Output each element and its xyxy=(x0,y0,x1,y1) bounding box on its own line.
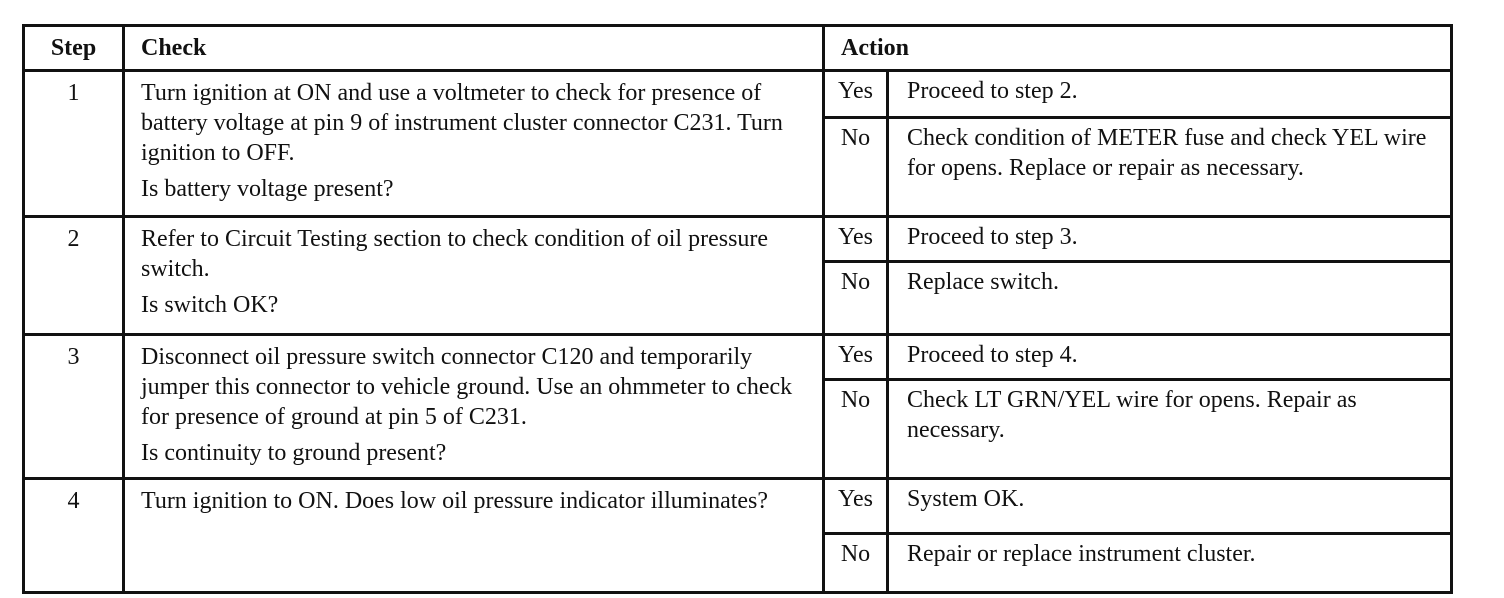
no-action: Repair or replace instrument cluster. xyxy=(888,534,1452,593)
yes-label: Yes xyxy=(824,335,888,380)
yes-action: System OK. xyxy=(888,479,1452,534)
header-check-label: Check xyxy=(141,35,207,61)
header-step: Step xyxy=(24,26,124,71)
no-action: Check LT GRN/YEL wire for opens. Repair as necessary. xyxy=(888,380,1452,479)
yes-label: Yes xyxy=(824,479,888,534)
check-cell xyxy=(124,217,824,335)
check-text: Refer to Circuit Testing section to check condition of oil pressure switch. xyxy=(141,226,769,282)
no-action: Check condition of METER fuse and check YEL wire for opens. Replace or repair as necessary. xyxy=(888,118,1452,217)
step-number: 3 xyxy=(24,335,124,479)
table-row xyxy=(24,479,1452,534)
table-row xyxy=(24,335,1452,380)
no-label: No xyxy=(824,380,888,479)
no-label: No xyxy=(824,262,888,335)
step-number: 4 xyxy=(24,479,124,593)
yes-label: Yes xyxy=(824,71,888,118)
yes-label: Yes xyxy=(824,217,888,262)
yes-action: Proceed to step 4. xyxy=(888,335,1452,380)
table-row xyxy=(24,217,1452,262)
yes-action: Proceed to step 3. xyxy=(888,217,1452,262)
check-question: Is switch OK? xyxy=(141,292,279,318)
check-question: Is continuity to ground present? xyxy=(141,440,447,466)
diagnostic-table xyxy=(22,24,1453,594)
yes-action: Proceed to step 2. xyxy=(888,71,1452,118)
check-text: Turn ignition to ON. Does low oil pressure indicator illuminates? xyxy=(141,488,769,514)
check-text: Disconnect oil pressure switch connector C120 and temporarily jumper this connector to vehicle ground. Use an ohmmeter to check for presence of ground at pin 5 of C231. xyxy=(141,344,793,430)
header-action-label: Action xyxy=(841,35,909,61)
table-row xyxy=(24,71,1452,118)
check-cell xyxy=(124,479,824,593)
check-question: Is battery voltage present? xyxy=(141,176,394,202)
no-label: No xyxy=(824,118,888,217)
header-check xyxy=(124,26,824,71)
step-number: 1 xyxy=(24,71,124,217)
step-number: 2 xyxy=(24,217,124,335)
check-cell xyxy=(124,71,824,217)
table-header-row xyxy=(24,26,1452,71)
no-label: No xyxy=(824,534,888,593)
check-cell xyxy=(124,335,824,479)
no-action: Replace switch. xyxy=(888,262,1452,335)
check-text: Turn ignition at ON and use a voltmeter to check for presence of battery voltage at pin 9 of instrument cluster connector C231. Turn ignition to OFF. xyxy=(141,80,783,166)
header-action xyxy=(824,26,1452,71)
